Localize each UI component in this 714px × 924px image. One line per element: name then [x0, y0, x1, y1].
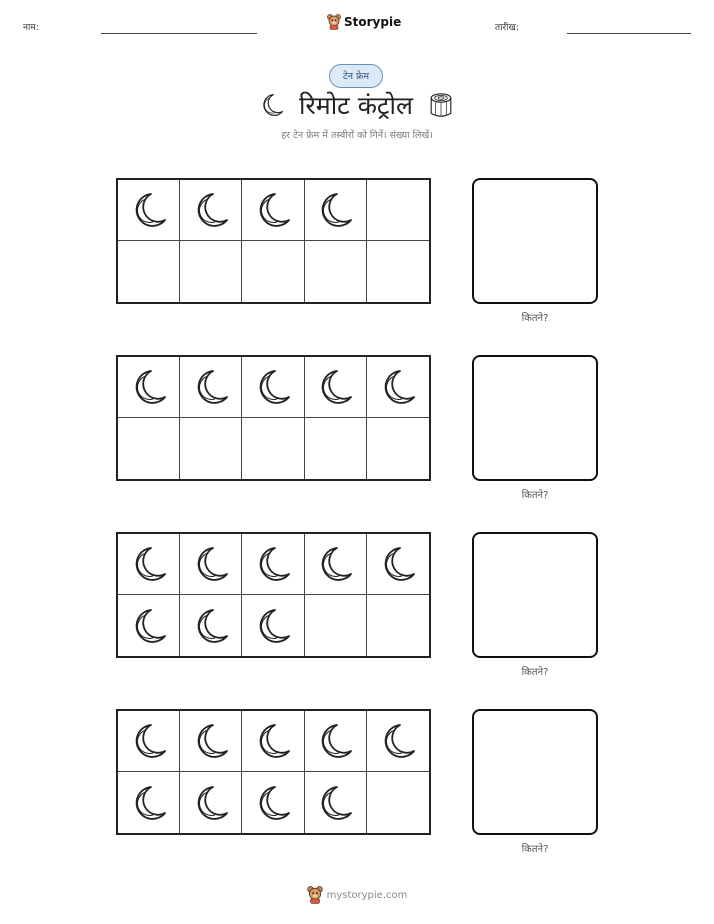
- ten-frame-cell: [305, 357, 367, 418]
- ten-frame: [116, 178, 431, 304]
- ten-frame-cell: [118, 595, 180, 656]
- crescent-moon-icon: [253, 783, 293, 823]
- ten-frame-cell: [242, 180, 304, 241]
- ten-frame-cell: [367, 595, 429, 656]
- crescent-moon-icon: [191, 367, 231, 407]
- ten-frame-cell: [118, 772, 180, 833]
- ten-frame-cell: [367, 180, 429, 241]
- ten-frame-cell: [305, 534, 367, 595]
- crescent-moon-icon: [315, 190, 355, 230]
- brand-logo: [327, 14, 401, 30]
- ten-frame-cell: [118, 418, 180, 479]
- answer-label: कितने?: [521, 313, 549, 324]
- title-row: [0, 88, 714, 122]
- ten-frame-cell: [180, 418, 242, 479]
- instructions: हर टेन फ्रेम में तस्वीरों को गिनें। संख्या लिखें।: [281, 130, 433, 141]
- crescent-moon-icon: [129, 367, 169, 407]
- crescent-moon-icon: [191, 544, 231, 584]
- date-label: तारीख:: [495, 23, 519, 33]
- answer-label: कितने?: [521, 844, 549, 855]
- crescent-moon-icon: [253, 367, 293, 407]
- crescent-moon-icon: [253, 606, 293, 646]
- ten-frame-cell: [305, 241, 367, 302]
- crescent-moon-icon: [315, 783, 355, 823]
- ten-frame-cell: [180, 357, 242, 418]
- ten-frame-cell: [242, 357, 304, 418]
- answer-box[interactable]: [472, 178, 598, 304]
- ten-frame-cell: [305, 595, 367, 656]
- ten-frame: [116, 355, 431, 481]
- crescent-moon-icon: [378, 367, 418, 407]
- ten-frame-cell: [367, 241, 429, 302]
- answer-box[interactable]: [472, 355, 598, 481]
- answer-label: कितने?: [521, 667, 549, 678]
- ten-frame-cell: [180, 534, 242, 595]
- category-badge: टेन फ्रेम: [329, 64, 383, 88]
- ten-frame-cell: [242, 711, 304, 772]
- date-input-line[interactable]: [567, 33, 691, 34]
- name-input-line[interactable]: [101, 33, 257, 34]
- crescent-moon-icon: [129, 544, 169, 584]
- bear-mascot-icon: [327, 14, 341, 30]
- crescent-moon-icon: [259, 92, 285, 118]
- ten-frame-cell: [367, 357, 429, 418]
- worksheet-title: रिमोट कंट्रोल: [299, 91, 413, 120]
- crescent-moon-icon: [315, 544, 355, 584]
- ten-frame-cell: [118, 180, 180, 241]
- ten-frame-cell: [305, 418, 367, 479]
- ten-frame-cell: [180, 180, 242, 241]
- ten-frame-cell: [242, 595, 304, 656]
- crescent-moon-icon: [129, 783, 169, 823]
- ten-frame-cell: [367, 772, 429, 833]
- brand-name: Storypie: [344, 15, 402, 29]
- crescent-moon-icon: [378, 544, 418, 584]
- ten-frame: [116, 532, 431, 658]
- crescent-moon-icon: [315, 367, 355, 407]
- crescent-moon-icon: [378, 721, 418, 761]
- ten-frame-cell: [180, 711, 242, 772]
- crescent-moon-icon: [129, 606, 169, 646]
- bear-mascot-icon: [307, 886, 323, 904]
- crescent-moon-icon: [315, 721, 355, 761]
- ten-frame-cell: [367, 711, 429, 772]
- ten-frame-cell: [180, 772, 242, 833]
- footer: [0, 886, 714, 904]
- crescent-moon-icon: [191, 606, 231, 646]
- crescent-moon-icon: [191, 190, 231, 230]
- footer-site: mystorypie.com: [326, 889, 408, 901]
- ten-frame-cell: [305, 180, 367, 241]
- ten-frame-cell: [180, 241, 242, 302]
- answer-label: कितने?: [521, 490, 549, 501]
- ten-frame-cell: [118, 241, 180, 302]
- ten-frame-cell: [367, 418, 429, 479]
- answer-box[interactable]: [472, 532, 598, 658]
- answer-box[interactable]: [472, 709, 598, 835]
- ten-frame-cell: [118, 711, 180, 772]
- ten-frame-cell: [118, 357, 180, 418]
- ten-frame-cell: [367, 534, 429, 595]
- tree-stump-icon: [427, 91, 455, 119]
- crescent-moon-icon: [253, 190, 293, 230]
- crescent-moon-icon: [191, 783, 231, 823]
- name-label: नाम:: [23, 23, 39, 33]
- ten-frame-cell: [242, 534, 304, 595]
- crescent-moon-icon: [129, 190, 169, 230]
- crescent-moon-icon: [253, 544, 293, 584]
- ten-frame-cell: [242, 241, 304, 302]
- ten-frame-cell: [305, 772, 367, 833]
- ten-frame-cell: [180, 595, 242, 656]
- crescent-moon-icon: [191, 721, 231, 761]
- ten-frame-cell: [118, 534, 180, 595]
- ten-frame-cell: [305, 711, 367, 772]
- crescent-moon-icon: [129, 721, 169, 761]
- ten-frame-cell: [242, 772, 304, 833]
- ten-frame-cell: [242, 418, 304, 479]
- ten-frame: [116, 709, 431, 835]
- crescent-moon-icon: [253, 721, 293, 761]
